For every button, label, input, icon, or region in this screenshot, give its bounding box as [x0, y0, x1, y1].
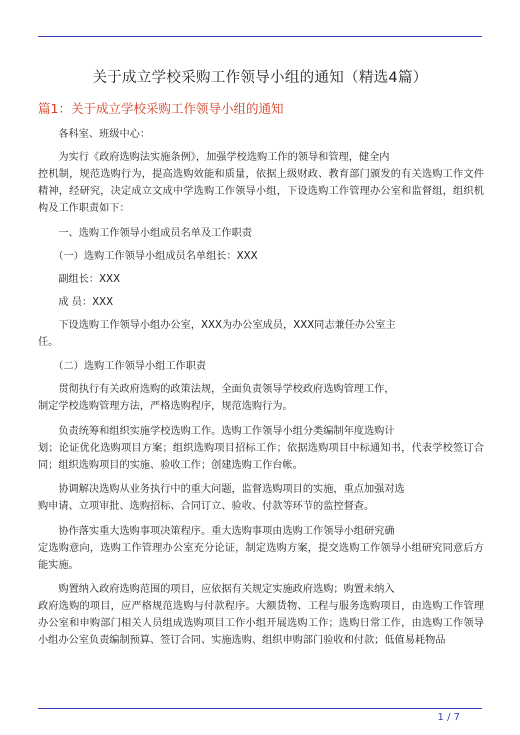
body-paragraph: 成 员：XXX: [38, 296, 114, 308]
body-paragraph: 协作落实重大选购事项决策程序。重大选购事项由选购工作领导小组研究确 定选购意向，选购工作管理办公室充分论证，制定选购方案，提交选购工作领导小组研究同意后方能实施。: [38, 525, 484, 571]
body-paragraph: 购置纳入政府选购范围的项目，应依据有关规定实施政府选购；购置未纳入 政府选购的项目，应严格规范选购与付款程序。大额货物、工程与服务选购项目，由选购工作管理办公室和申购部门相关人员组成选购项目工作小组开展选购工作；选购日常工作，由选购工作领导小组办公室负责编制预算、签订合同、实施选购、组织申购部门验收和付款；低值易耗物品: [38, 584, 484, 646]
body-paragraph: 为实行《政府选购法实施条例》，加强学校选购工作的领导和管理，健全内 控机制，规范选购行为，提高选购效能和质量，依据上级财政、教育部门颁发的有关选购工作文件精神，经研究，决定成立文成中学选购工作领导小组，下设选购工作管理办公室和监督组，组织机构及工作职责如下：: [38, 152, 484, 214]
body-paragraph: 下设选购工作领导小组办公室，XXX为办公室成员，XXX同志兼任办公室主 任。: [38, 319, 396, 348]
body-paragraph: 协调解决选购从业务执行中的重大问题，监督选购项目的实施，重点加强对选 购申请、立项审批、选购招标、合同订立、验收、付款等环节的监控督查。: [38, 484, 405, 512]
header-rule: [38, 36, 482, 37]
body-paragraph: （一）选购工作领导小组成员名单组长：XXX: [38, 250, 258, 262]
body-paragraph: 贯彻执行有关政府选购的政策法规，全面负责领导学校政府选购管理工作， 制定学校选购管理方法，严格选购程序，规范选购行为。: [38, 384, 395, 412]
section-heading: 篇1：关于成立学校采购工作领导小组的通知: [38, 101, 284, 116]
body-paragraph: 副组长：XXX: [38, 273, 121, 285]
body-paragraph: 一、选购工作领导小组成员名单及工作职责: [38, 227, 252, 239]
page-number: 1 / 7: [437, 712, 460, 723]
document-body: [38, 126, 484, 657]
body-paragraph: （二）选购工作领导小组工作职责: [38, 361, 207, 372]
footer-rule: [38, 708, 482, 709]
body-paragraph: 各科室、班级中心：: [38, 129, 151, 140]
body-paragraph: 负责统筹和组织实施学校选购工作。选购工作领导小组分类编制年度选购计 划；论证优化选购项目方案；组织选购项目招标工作；依据选购项目中标通知书，代表学校签订合同；组织选购项目的实施、验收工作；创建选购工作台帐。: [38, 425, 484, 471]
page-title: 关于成立学校采购工作领导小组的通知（精选4篇）: [92, 70, 428, 86]
